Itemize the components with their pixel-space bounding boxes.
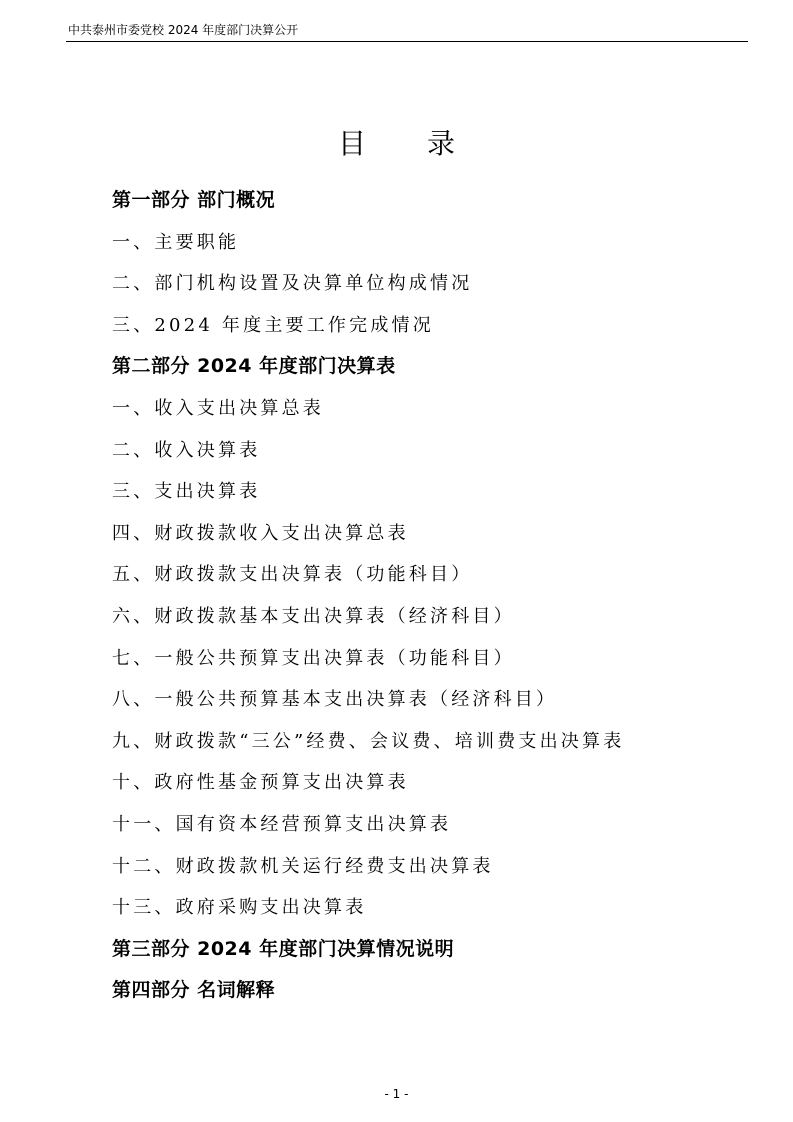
toc-item: 一、主要职能 xyxy=(112,231,240,253)
toc-item: 七、一般公共预算支出决算表（功能科目） xyxy=(112,647,515,669)
toc-item: 十一、国有资本经营预算支出决算表 xyxy=(112,813,452,835)
toc-item: 二、收入决算表 xyxy=(112,439,261,461)
toc-item: 十三、政府采购支出决算表 xyxy=(112,897,367,919)
header-divider xyxy=(66,41,748,42)
toc-part-2: 第二部分 2024 年度部门决算表 xyxy=(112,355,396,378)
toc-item: 四、财政拨款收入支出决算总表 xyxy=(112,522,409,544)
toc-part-3: 第三部分 2024 年度部门决算情况说明 xyxy=(112,937,455,960)
toc-part-1: 第一部分 部门概况 xyxy=(112,189,276,211)
toc-part-4: 第四部分 名词解释 xyxy=(112,979,276,1002)
toc-item: 六、财政拨款基本支出决算表（经济科目） xyxy=(112,605,515,627)
running-header: 中共泰州市委党校 2024 年度部门决算公开 xyxy=(68,23,299,37)
table-of-contents xyxy=(112,180,752,1012)
toc-item: 三、2024 年度主要工作完成情况 xyxy=(112,314,434,336)
toc-item: 一、收入支出决算总表 xyxy=(112,397,324,419)
page-title: 目 录 xyxy=(338,127,481,160)
toc-item: 二、部门机构设置及决算单位构成情况 xyxy=(112,273,473,295)
toc-item: 八、一般公共预算基本支出决算表（经济科目） xyxy=(112,689,558,711)
toc-item: 十二、财政拨款机关运行经费支出决算表 xyxy=(112,855,494,877)
toc-item: 三、支出决算表 xyxy=(112,481,261,503)
toc-item: 五、财政拨款支出决算表（功能科目） xyxy=(112,564,473,586)
toc-item: 九、财政拨款“三公”经费、会议费、培训费支出决算表 xyxy=(112,730,625,752)
toc-item: 十、政府性基金预算支出决算表 xyxy=(112,772,409,794)
page-number: - 1 - xyxy=(384,1087,409,1101)
